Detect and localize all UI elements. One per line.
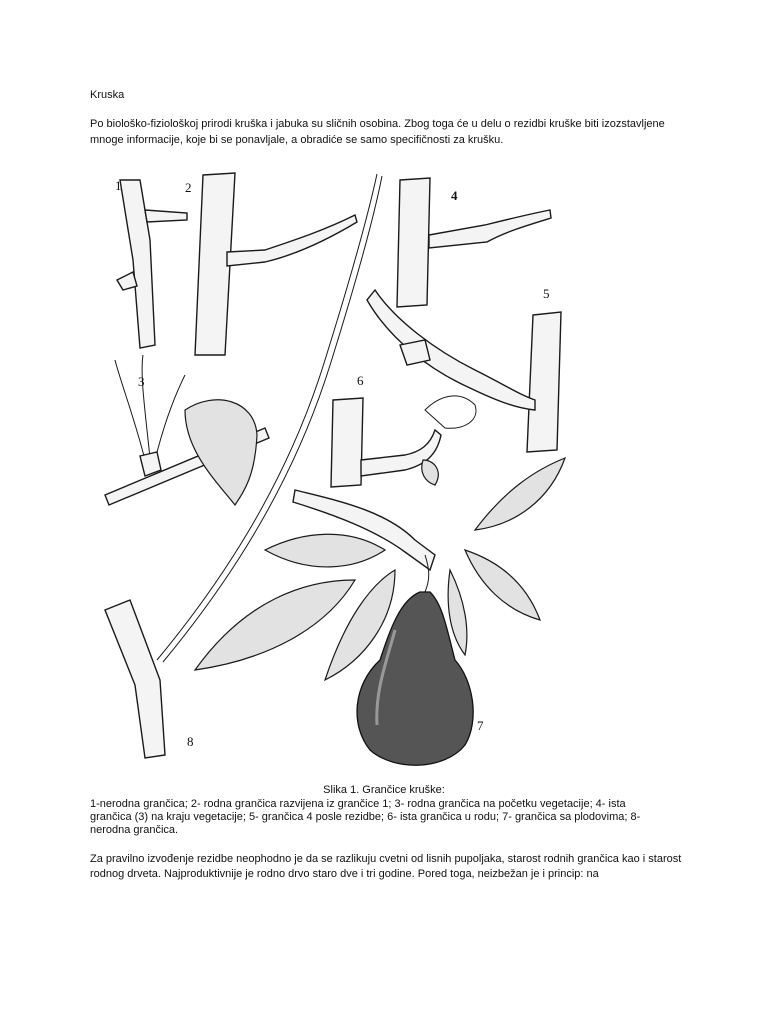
pear-branches-illustration [95,160,685,770]
body-paragraph: Za pravilno izvođenje rezidbe neophodno je da se razlikuju cvetni od lisnih pupoljaka, starost rodnih grančica kao i starost rodnog drveta. Najproduktivnije je rodno drvo staro dve i tri godine. Pored toga, neizbežan je i princip: na [90,853,682,880]
figure-caption-title: Slika 1. Grančice kruške: [323,784,445,796]
branch-1 [120,180,155,348]
illustration-svg [95,160,685,770]
document-title: Kruska [90,89,125,101]
branch-4 [397,178,430,307]
label-4: 4 [451,188,458,203]
intro-paragraph: Po biološko-fiziološkoj prirodi kruška i jabuka su sličnih osobina. Zbog toga će u delu o rezidbi kruške biti izozstavljene mnoge informacije, koje bi se ponavljale, a obradiće se samo specifičnosti za krušku. [90,118,665,146]
branch-5 [527,312,561,452]
figure-caption-text: 1-nerodna grančica; 2- rodna grančica razvijena iz grančice 1; 3- rodna grančica na početku vegetacije; 4- ista grančica (3) na kraju vegetacije; 5- grančica 4 posle rezidbe; 6- ista grančica u rodu; 7- grančica sa plodovima; 8- nerodna grančica. [90,798,641,836]
branch-6 [331,398,363,487]
label-7: 7 [477,718,484,733]
label-5: 5 [543,286,550,301]
label-6: 6 [357,373,364,388]
label-3: 3 [138,374,145,389]
label-8: 8 [187,734,194,749]
label-1: 1 [115,178,122,193]
label-2: 2 [185,180,192,195]
branch-8 [105,600,165,758]
